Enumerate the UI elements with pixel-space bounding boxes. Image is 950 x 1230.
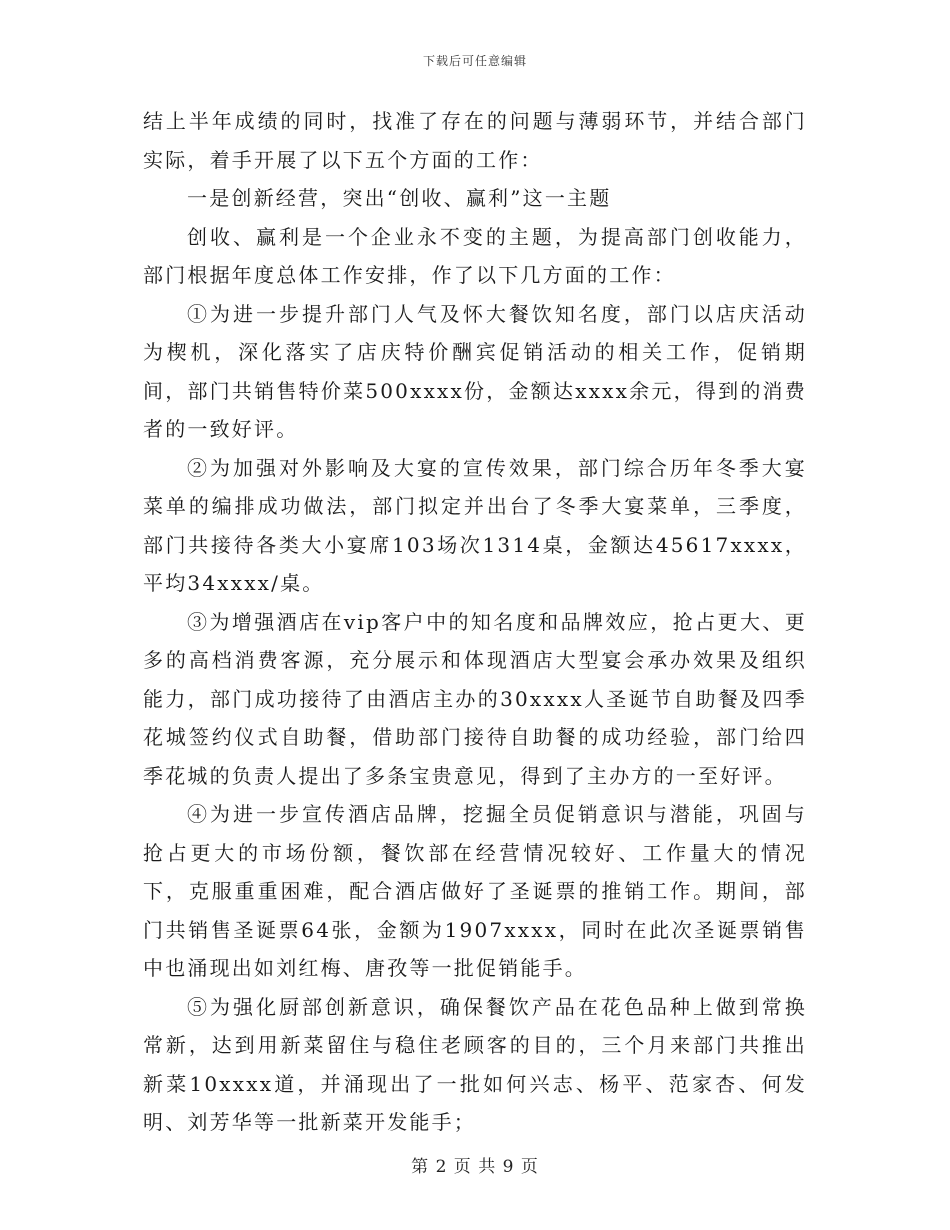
page-number-footer: 第 2 页 共 9 页 (411, 1157, 539, 1177)
page-header: 下载后可任意编辑 (422, 54, 527, 68)
section-heading: 一是创新经营，突出“创收、赢利”这一主题 (187, 186, 612, 210)
paragraph-continuation: 结上半年成绩的同时，找准了存在的问题与薄弱环节，并结合部门实际，着手开展了以下五个方面的工作： (143, 109, 807, 172)
list-item-5: ⑤为强化厨部创新意识，确保餐饮产品在花色品种上做到常换常新，达到用新菜留住与稳住老顾客的目的，三个月来部门共推出新菜10xxxx道，并涌现出了一批如何兴志、杨平、范家杏、何发明、刘芳华等一批新菜开发能手； (143, 994, 807, 1134)
list-item-4: ④为进一步宣传酒店品牌，挖掘全员促销意识与潜能，巩固与抢占更大的市场份额，餐饮部在经营情况较好、工作量大的情况下，克服重重困难，配合酒店做好了圣诞票的推销工作。期间，部门共销售圣诞票64张，金额为1907xxxx，同时在此次圣诞票销售中也涌现出如刘红梅、唐孜等一批促销能手。 (143, 802, 807, 980)
list-item-1: ①为进一步提升部门人气及怀大餐饮知名度，部门以店庆活动为楔机，深化落实了店庆特价酬宾促销活动的相关工作，促销期间，部门共销售特价菜500xxxx份，金额达xxxx余元，得到的消费者的一致好评。 (143, 301, 807, 441)
paragraph-intro: 创收、赢利是一个企业永不变的主题，为提高部门创收能力，部门根据年度总体工作安排，作了以下几方面的工作： (143, 224, 807, 287)
list-item-2: ②为加强对外影响及大宴的宣传效果，部门综合历年冬季大宴菜单的编排成功做法，部门拟定并出台了冬季大宴菜单，三季度，部门共接待各类大小宴席103场次1314桌，金额达45617xxxx，平均34xxxx/桌。 (143, 455, 807, 595)
document-body (143, 102, 807, 1142)
list-item-3: ③为增强酒店在vip客户中的知名度和品牌效应，抢占更大、更多的高档消费客源，充分展示和体现酒店大型宴会承办效果及组织能力，部门成功接待了由酒店主办的30xxxx人圣诞节自助餐及四季花城签约仪式自助餐，借助部门接待自助餐的成功经验，部门给四季花城的负责人提出了多条宝贵意见，得到了主办方的一至好评。 (143, 609, 807, 788)
